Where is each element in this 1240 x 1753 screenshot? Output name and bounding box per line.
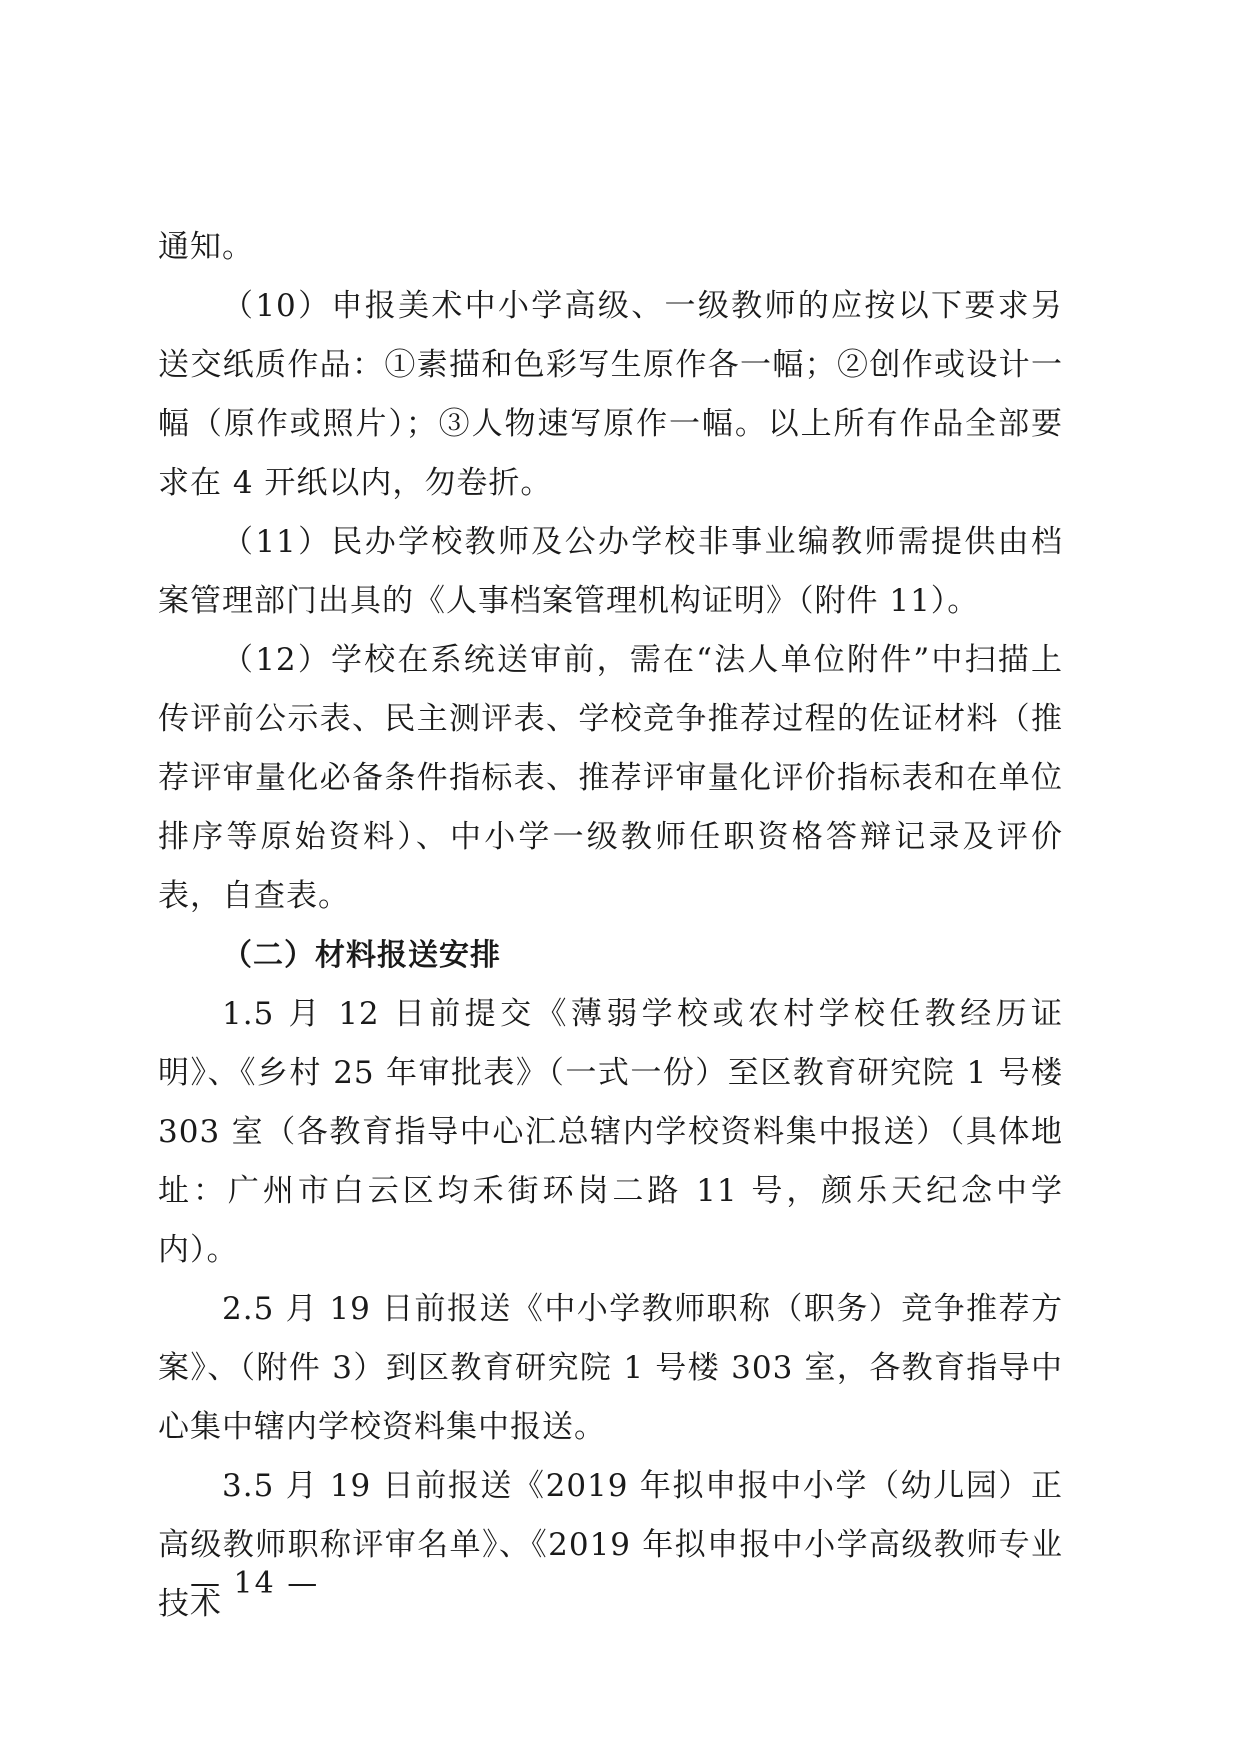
section-heading: （二）材料报送安排 [222,938,501,973]
paragraph-continuation: 通知。 [158,229,254,265]
paragraph-item-10: （10）申报美术中小学高级、一级教师的应按以下要求另送交纸质作品：①素描和色彩写生原作各一幅；②创作或设计一幅（原作或照片）；③人物速写原作一幅。以上所有作品全部要求在 4 开纸以内，勿卷折。 [158,288,1063,501]
paragraph-item-11: （11）民办学校教师及公办学校非事业编教师需提供由档案管理部门出具的《人事档案管理机构证明》（附件 11）。 [158,524,1063,619]
page-number: — 14 — [190,1566,320,1601]
paragraph-item-12: （12）学校在系统送审前，需在“法人单位附件”中扫描上传评前公示表、民主测评表、学校竞争推荐过程的佐证材料（推荐评审量化必备条件指标表、推荐评审量化评价指标表和在单位排序等原始资料）、中小学一级教师任职资格答辩记录及评价表，自查表。 [158,642,1063,914]
document-body [158,218,1063,1634]
paragraph-arrangement-1: 1.5 月 12 日前提交《薄弱学校或农村学校任教经历证明》、《乡村 25 年审批表》（一式一份）至区教育研究院 1 号楼 303 室（各教育指导中心汇总辖内学校资料集中报送）（具体地址：广州市白云区均禾街环岗二路 11 号，颜乐天纪念中学内）。 [158,996,1063,1268]
paragraph-arrangement-3: 3.5 月 19 日前报送《2019 年拟申报中小学（幼儿园）正高级教师职称评审名单》、《2019 年拟申报中小学高级教师专业技术 [158,1468,1063,1622]
paragraph-arrangement-2: 2.5 月 19 日前报送《中小学教师职称（职务）竞争推荐方案》、（附件 3）到区教育研究院 1 号楼 303 室，各教育指导中心集中辖内学校资料集中报送。 [158,1291,1063,1445]
